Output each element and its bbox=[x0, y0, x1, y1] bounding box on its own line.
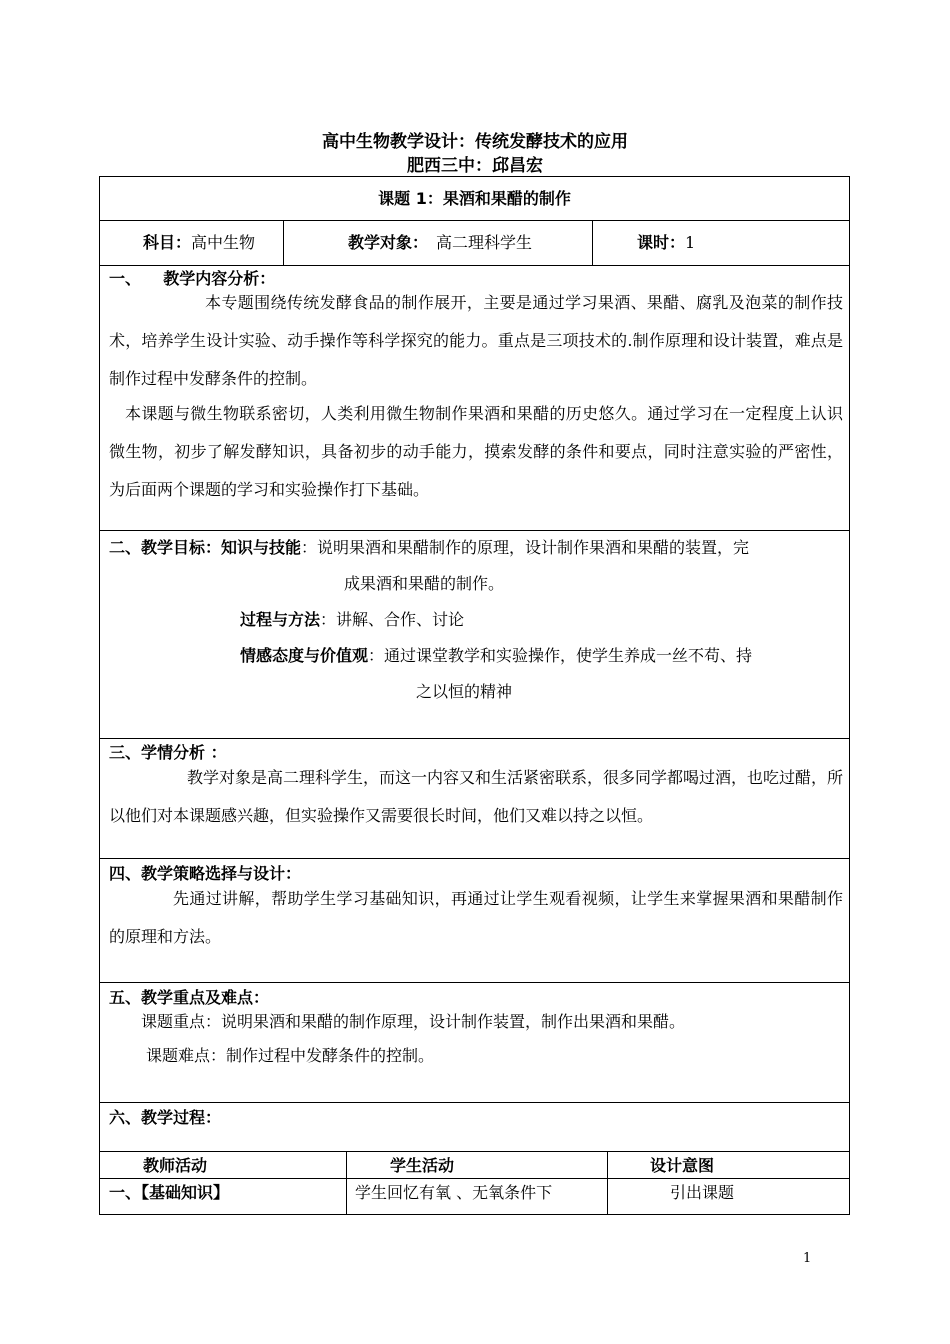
process-method-label: 过程与方法 bbox=[240, 610, 321, 629]
lesson-title: 课题 1：果酒和果醋的制作 bbox=[378, 189, 571, 208]
table-header-student: 学生活动 bbox=[390, 1156, 455, 1175]
key-point-text: 课题重点：说明果酒和果醋的制作原理，设计制作装置，制作出果酒和果醋。 bbox=[141, 1012, 686, 1031]
audience-cell bbox=[348, 233, 532, 253]
document-author: 肥西三中：邱昌宏 bbox=[407, 156, 543, 176]
content-analysis-paragraph-2: 本课题与微生物联系密切，人类利用微生物制作果酒和果醋的历史悠久。通过学习在一定程度上认识微生物，初步了解发酵知识，具备初步的动手能力，摸索发酵的条件和要点，同时注意实验的严密性，为后面两个课题的学习和实验操作打下基础。 bbox=[109, 404, 843, 499]
row-divider bbox=[99, 982, 850, 983]
subject-label: 科目： bbox=[143, 233, 192, 252]
row-divider bbox=[99, 1151, 850, 1152]
process-method-text: ：讲解、合作、讨论 bbox=[320, 610, 465, 629]
row-divider bbox=[99, 220, 850, 221]
row-divider bbox=[99, 265, 850, 266]
emotion-values-label: 情感态度与价值观 bbox=[240, 646, 369, 665]
table-cell-intent: 引出课题 bbox=[670, 1183, 735, 1202]
section-heading-student-analysis: 三、学情分析 ： bbox=[109, 743, 227, 762]
document-title: 高中生物教学设计：传统发酵技术的应用 bbox=[322, 132, 628, 152]
row-divider bbox=[99, 1178, 850, 1179]
table-cell-teacher: 一、【基础知识】 bbox=[109, 1183, 230, 1202]
table-cell-student: 学生回忆有氧 、无氧条件下 bbox=[355, 1183, 553, 1202]
table-header-intent: 设计意图 bbox=[650, 1156, 715, 1175]
strategy-paragraph: 先通过讲解，帮助学生学习基础知识，再通过让学生观看视频，让学生来掌握果酒和果醋制作的原理和方法。 bbox=[109, 889, 843, 946]
column-divider bbox=[592, 220, 593, 265]
column-divider bbox=[607, 1151, 608, 1215]
section-heading-key-points: 五、教学重点及难点： bbox=[109, 988, 270, 1007]
subject-cell bbox=[143, 233, 255, 253]
knowledge-skills-text-cont: 成果酒和果醋的制作。 bbox=[344, 574, 505, 593]
hours-value: 1 bbox=[685, 233, 696, 252]
emotion-values-line bbox=[240, 646, 752, 666]
column-divider bbox=[346, 1151, 347, 1215]
audience-value: 高二理科学生 bbox=[436, 233, 533, 252]
knowledge-skills-label: 知识与技能 bbox=[221, 538, 302, 557]
difficult-point-text: 课题难点：制作过程中发酵条件的控制。 bbox=[146, 1046, 435, 1065]
table-header-teacher: 教师活动 bbox=[143, 1156, 208, 1175]
hours-cell bbox=[637, 233, 695, 253]
student-analysis-paragraph: 教学对象是高二理科学生，而这一内容又和生活紧密联系，很多同学都喝过酒，也吃过醋，所以他们对本课题感兴趣，但实验操作又需要很长时间，他们又难以持之以恒。 bbox=[109, 768, 844, 825]
process-method-line bbox=[240, 610, 464, 630]
section-heading-content-analysis: 一、 教学内容分析： bbox=[109, 269, 276, 288]
goals-line-1 bbox=[109, 538, 749, 558]
row-divider bbox=[99, 1102, 850, 1103]
emotion-values-text: ：通过课堂教学和实验操作，使学生养成一丝不苟、持 bbox=[368, 646, 753, 665]
row-divider bbox=[99, 530, 850, 531]
content-analysis-paragraph-1: 本专题围绕传统发酵食品的制作展开，主要是通过学习果酒、果醋、腐乳及泡菜的制作技术，培养学生设计实验、动手操作等科学探究的能力。重点是三项技术的.制作原理和设计装置，难点是制作过程中发酵条件的控制。 bbox=[109, 293, 843, 388]
knowledge-skills-text: ：说明果酒和果醋制作的原理，设计制作果酒和果醋的装置，完 bbox=[301, 538, 750, 557]
emotion-values-text-cont: 之以恒的精神 bbox=[416, 682, 513, 701]
page-number: 1 bbox=[803, 1251, 812, 1266]
row-divider bbox=[99, 738, 850, 739]
column-divider bbox=[283, 220, 284, 265]
section-heading-strategy: 四、教学策略选择与设计： bbox=[109, 864, 302, 883]
subject-value: 高中生物 bbox=[191, 233, 256, 252]
hours-label: 课时： bbox=[637, 233, 686, 252]
row-divider bbox=[99, 858, 850, 859]
audience-label: 教学对象： bbox=[348, 233, 429, 252]
section-heading-goals: 二、教学目标： bbox=[109, 538, 222, 557]
section-heading-process: 六、教学过程： bbox=[109, 1108, 222, 1127]
